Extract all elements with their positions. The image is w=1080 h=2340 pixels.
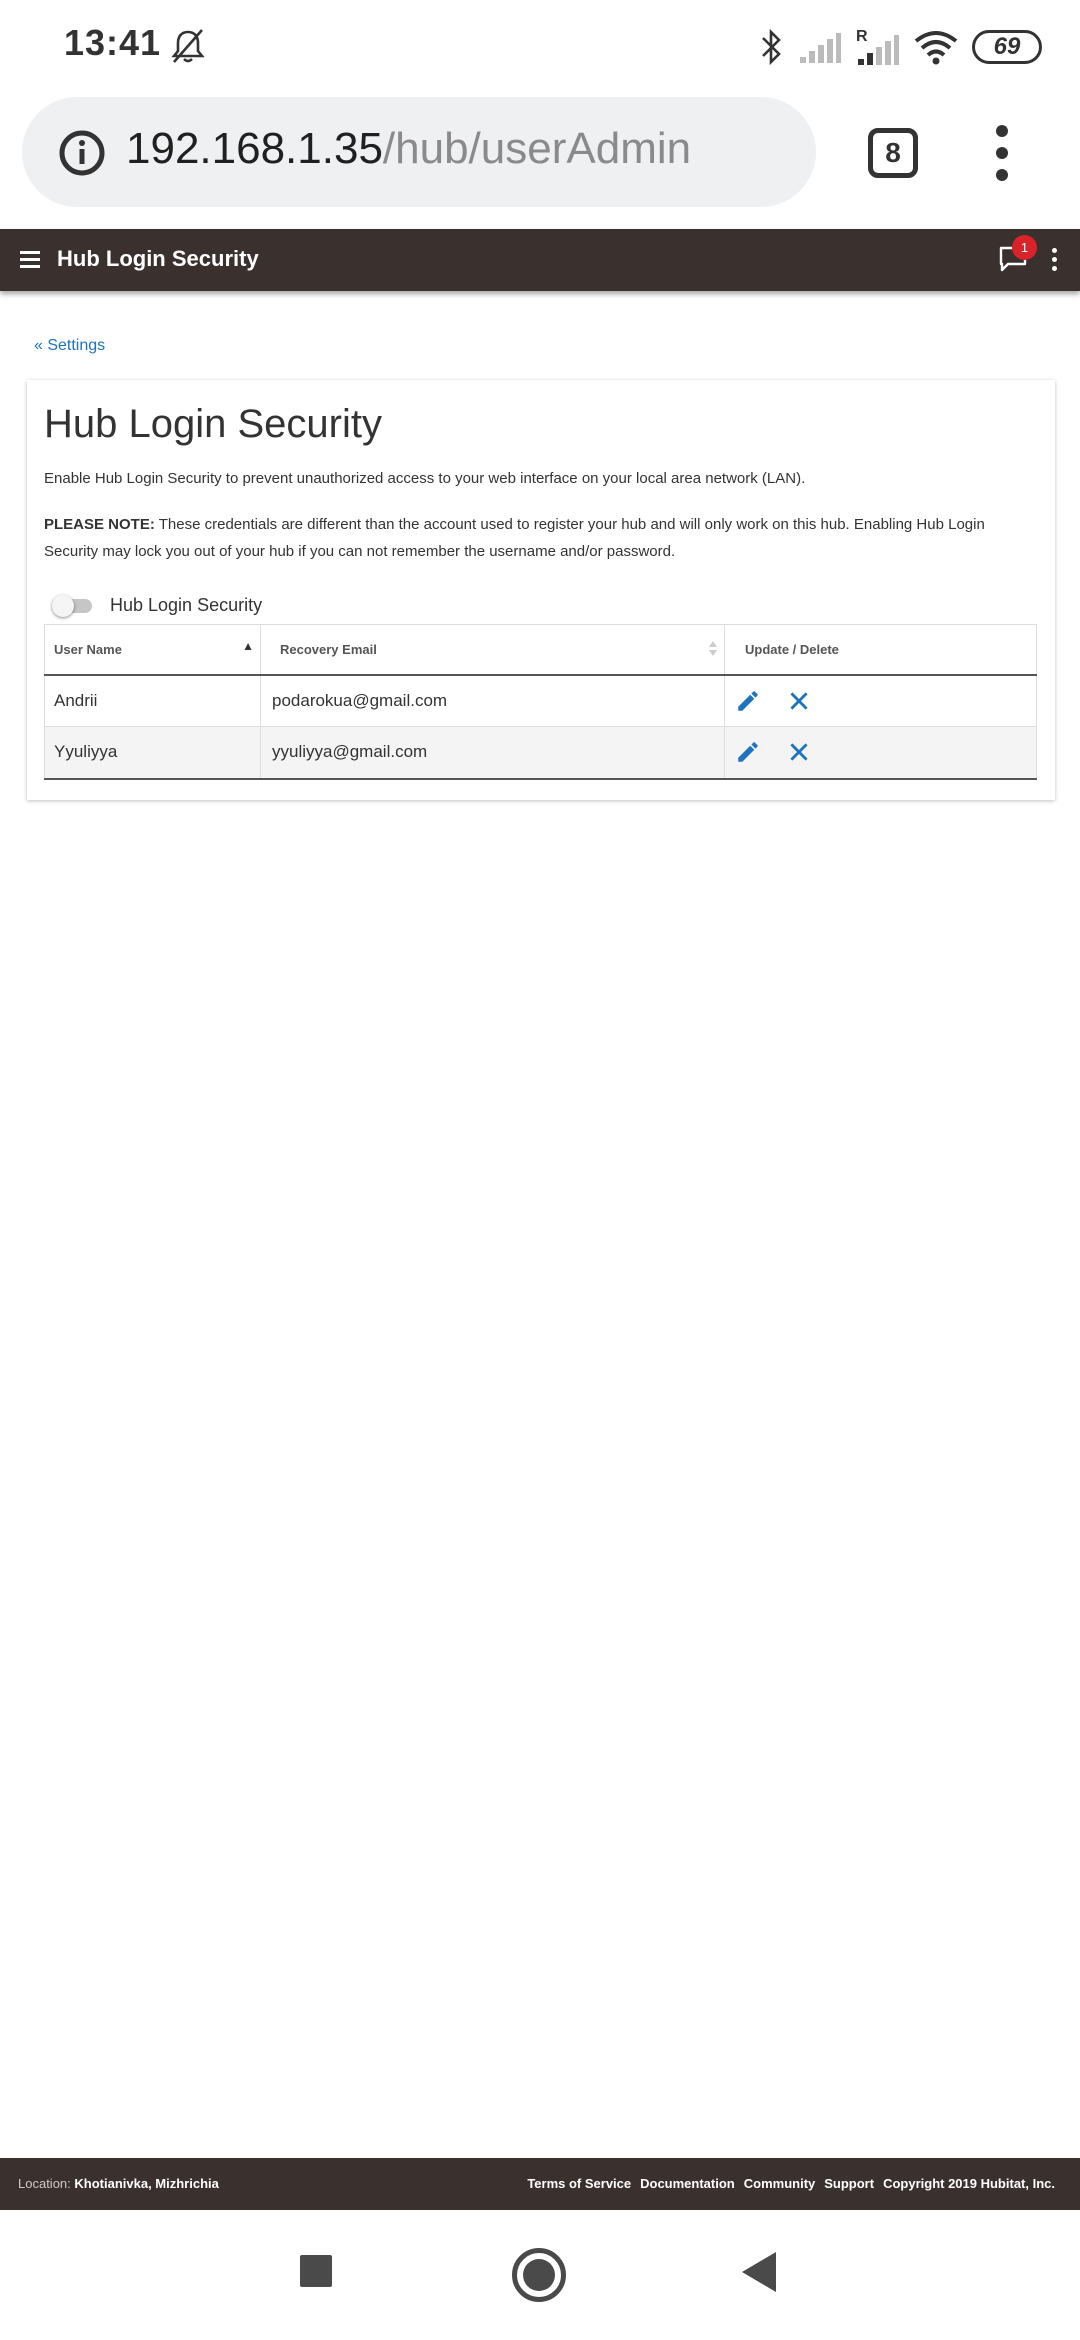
column-header-recovery-email[interactable]: Recovery Email (261, 625, 725, 675)
login-security-toggle[interactable] (44, 590, 110, 620)
browser-menu-icon[interactable] (990, 125, 1014, 181)
breadcrumb-settings-link[interactable]: « Settings (34, 337, 106, 354)
tab-switcher-button[interactable]: 8 (868, 128, 918, 178)
browser-toolbar (0, 95, 1080, 230)
signal-icon (798, 29, 842, 65)
svg-text:R: R (856, 28, 868, 45)
info-icon[interactable] (58, 129, 106, 177)
table-row (45, 727, 1037, 779)
notification-badge: 1 (1012, 235, 1037, 260)
delete-x-icon[interactable] (786, 688, 812, 714)
bluetooth-icon (758, 27, 784, 67)
actions-cell (725, 727, 1037, 779)
header-menu-icon[interactable] (1052, 248, 1058, 272)
column-header-user-name[interactable]: User Name ▲ (45, 625, 261, 675)
battery-icon: 69 (972, 30, 1042, 64)
table-row (45, 675, 1037, 727)
actions-cell (725, 675, 1037, 727)
user-name-cell: Yyuliyya (45, 727, 261, 779)
footer-copyright: Copyright 2019 Hubitat, Inc. (883, 2176, 1055, 2191)
user-name-cell: Andrii (45, 675, 261, 727)
url-path: /hub/userAdmin (382, 124, 692, 173)
footer-location: Location: Khotianivka, Mizhrichia (18, 2176, 219, 2191)
note-body: These credentials are different than the account used to register your hub and will only work on this hub. Enabling Hub Login Security may lock you out of your hub if you can not remember the username and/or password. (44, 516, 985, 560)
main-card (27, 380, 1055, 800)
edit-pencil-icon[interactable] (735, 739, 761, 765)
footer-link-support[interactable]: Support (824, 2176, 875, 2191)
sort-ascending-icon: ▲ (242, 639, 254, 653)
hamburger-menu-icon[interactable] (20, 251, 40, 267)
url-host: 192.168.1.35 (126, 124, 383, 173)
status-icons (758, 22, 1042, 72)
footer-link-terms[interactable]: Terms of Service (527, 2176, 632, 2191)
footer-link-documentation[interactable]: Documentation (640, 2176, 735, 2191)
system-nav-bar (0, 2210, 1080, 2340)
page-footer (0, 2158, 1080, 2210)
delete-x-icon[interactable] (786, 739, 812, 765)
url-text[interactable] (126, 124, 691, 174)
signal-roaming-icon (856, 27, 900, 67)
recents-square-icon[interactable] (300, 2255, 332, 2287)
bell-off-icon (168, 26, 208, 66)
sort-icon (708, 639, 718, 659)
status-time: 13:41 (64, 22, 162, 63)
footer-location-value: Khotianivka, Mizhrichia (74, 2176, 219, 2191)
back-triangle-icon[interactable] (742, 2252, 776, 2292)
app-header (0, 229, 1080, 291)
note-text (44, 511, 1034, 565)
status-bar (0, 0, 1080, 95)
column-header-update-delete: Update / Delete (725, 625, 1037, 675)
login-security-toggle-row (44, 590, 262, 620)
intro-text: Enable Hub Login Security to prevent unauthorized access to your web interface on your local area network (LAN). (44, 470, 806, 487)
wifi-icon (914, 29, 958, 65)
note-label: PLEASE NOTE: (44, 516, 155, 533)
recovery-email-cell: podarokua@gmail.com (261, 675, 725, 727)
recovery-email-cell: yyuliyya@gmail.com (261, 727, 725, 779)
edit-pencil-icon[interactable] (735, 688, 761, 714)
toggle-label: Hub Login Security (110, 594, 263, 615)
header-title: Hub Login Security (57, 246, 259, 271)
address-bar[interactable] (22, 97, 816, 207)
footer-link-community[interactable]: Community (743, 2176, 816, 2191)
footer-links (527, 2176, 1055, 2191)
home-circle-icon[interactable] (512, 2248, 566, 2302)
toggle-knob (52, 595, 74, 617)
page-title: Hub Login Security (44, 402, 382, 446)
users-table (44, 624, 1037, 780)
